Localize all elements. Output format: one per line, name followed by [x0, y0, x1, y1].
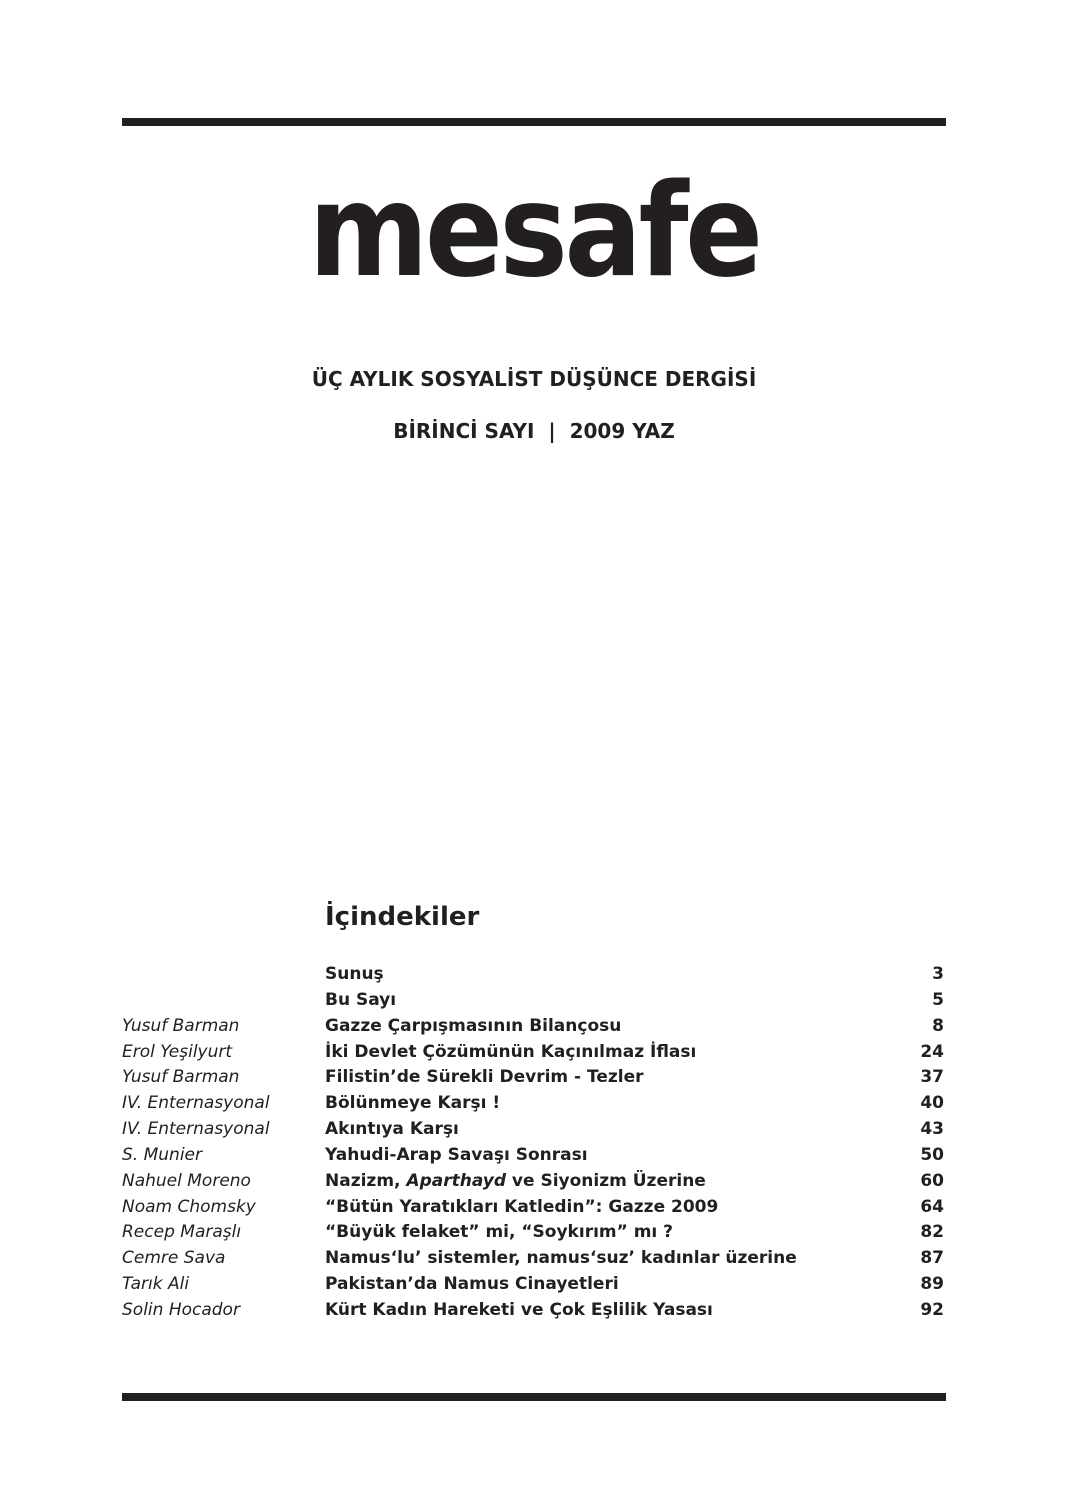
toc-title[interactable]: “Bütün Yaratıkları Katledin”: Gazze 2009: [325, 1196, 719, 1217]
toc-author: Nahuel Moreno: [122, 1170, 251, 1191]
toc-entry[interactable]: [122, 1195, 944, 1221]
toc-page-number: 89: [920, 1274, 944, 1295]
toc-entry[interactable]: [122, 1065, 944, 1091]
toc-entry[interactable]: [122, 1117, 944, 1143]
toc-author: S. Munier: [122, 1144, 202, 1165]
toc-title[interactable]: Filistin’de Sürekli Devrim - Tezler: [325, 1067, 644, 1088]
toc-title-part: Nazizm,: [325, 1170, 407, 1191]
toc-entry[interactable]: [122, 1040, 944, 1066]
toc-entry[interactable]: [122, 1143, 944, 1169]
magazine-subtitle: ÜÇ AYLIK SOSYALİST DÜŞÜNCE DERGİSİ: [311, 367, 757, 391]
table-of-contents: [122, 962, 944, 1324]
toc-title[interactable]: Gazze Çarpışmasının Bilançosu: [325, 1015, 622, 1036]
toc-author: Yusuf Barman: [122, 1067, 240, 1088]
toc-page-number: 82: [920, 1222, 944, 1243]
toc-page-number: 87: [920, 1248, 944, 1269]
toc-page-number: 60: [920, 1170, 944, 1191]
toc-page-number: 43: [920, 1119, 944, 1140]
toc-entry[interactable]: [122, 962, 944, 988]
toc-author: IV. Enternasyonal: [122, 1119, 270, 1140]
issue-info: BİRİNCİ SAYI | 2009 YAZ: [393, 419, 675, 443]
toc-entry[interactable]: [122, 1272, 944, 1298]
toc-title[interactable]: Bölünmeye Karşı !: [325, 1093, 501, 1114]
toc-title[interactable]: İki Devlet Çözümünün Kaçınılmaz İflası: [325, 1041, 697, 1062]
magazine-logo: mesafe: [308, 157, 760, 306]
toc-page-number: 50: [920, 1144, 944, 1165]
toc-entry[interactable]: [122, 1014, 944, 1040]
toc-entry[interactable]: [122, 1091, 944, 1117]
bottom-rule: [122, 1393, 946, 1401]
toc-entry[interactable]: [122, 1169, 944, 1195]
toc-author: Recep Maraşlı: [122, 1222, 242, 1243]
toc-title-italic-part: Aparthayd: [406, 1170, 507, 1191]
toc-page-number: 64: [920, 1196, 944, 1217]
toc-page-number: 5: [932, 989, 944, 1010]
toc-title[interactable]: Yahudi-Arap Savaşı Sonrası: [325, 1144, 588, 1165]
toc-author: Erol Yeşilyurt: [122, 1041, 233, 1062]
toc-page-number: 92: [920, 1299, 944, 1320]
toc-heading: İçindekiler: [325, 902, 480, 932]
toc-title[interactable]: Akıntıya Karşı: [325, 1119, 459, 1140]
toc-title[interactable]: “Büyük felaket” mi, “Soykırım” mı ?: [325, 1222, 674, 1243]
toc-author: Solin Hocador: [122, 1299, 240, 1320]
toc-page-number: 3: [932, 964, 944, 984]
toc-page-number: 40: [920, 1093, 944, 1114]
toc-title[interactable]: Bu Sayı: [325, 989, 397, 1010]
toc-title[interactable]: Pakistan’da Namus Cinayetleri: [325, 1274, 619, 1295]
toc-entry[interactable]: [122, 1298, 944, 1324]
toc-title[interactable]: [325, 1169, 706, 1195]
toc-page-number: 8: [932, 1015, 944, 1036]
toc-title[interactable]: Sunuş: [325, 964, 384, 984]
toc-page-number: 24: [920, 1041, 944, 1062]
toc-title[interactable]: Kürt Kadın Hareketi ve Çok Eşlilik Yasası: [325, 1299, 713, 1320]
toc-author: Yusuf Barman: [122, 1015, 240, 1036]
toc-author: Noam Chomsky: [122, 1196, 256, 1217]
toc-page-number: 37: [920, 1067, 944, 1088]
toc-entry[interactable]: [122, 988, 944, 1014]
toc-entry[interactable]: [122, 1220, 944, 1246]
toc-author: Tarık Ali: [122, 1274, 190, 1295]
toc-author: IV. Enternasyonal: [122, 1093, 270, 1114]
toc-title[interactable]: Namus‘lu’ sistemler, namus‘suz’ kadınlar üzerine: [325, 1248, 797, 1269]
top-rule: [122, 118, 946, 126]
toc-entry[interactable]: [122, 1246, 944, 1272]
toc-author: Cemre Sava: [122, 1248, 226, 1269]
toc-title-part: ve Siyonizm Üzerine: [506, 1170, 706, 1191]
